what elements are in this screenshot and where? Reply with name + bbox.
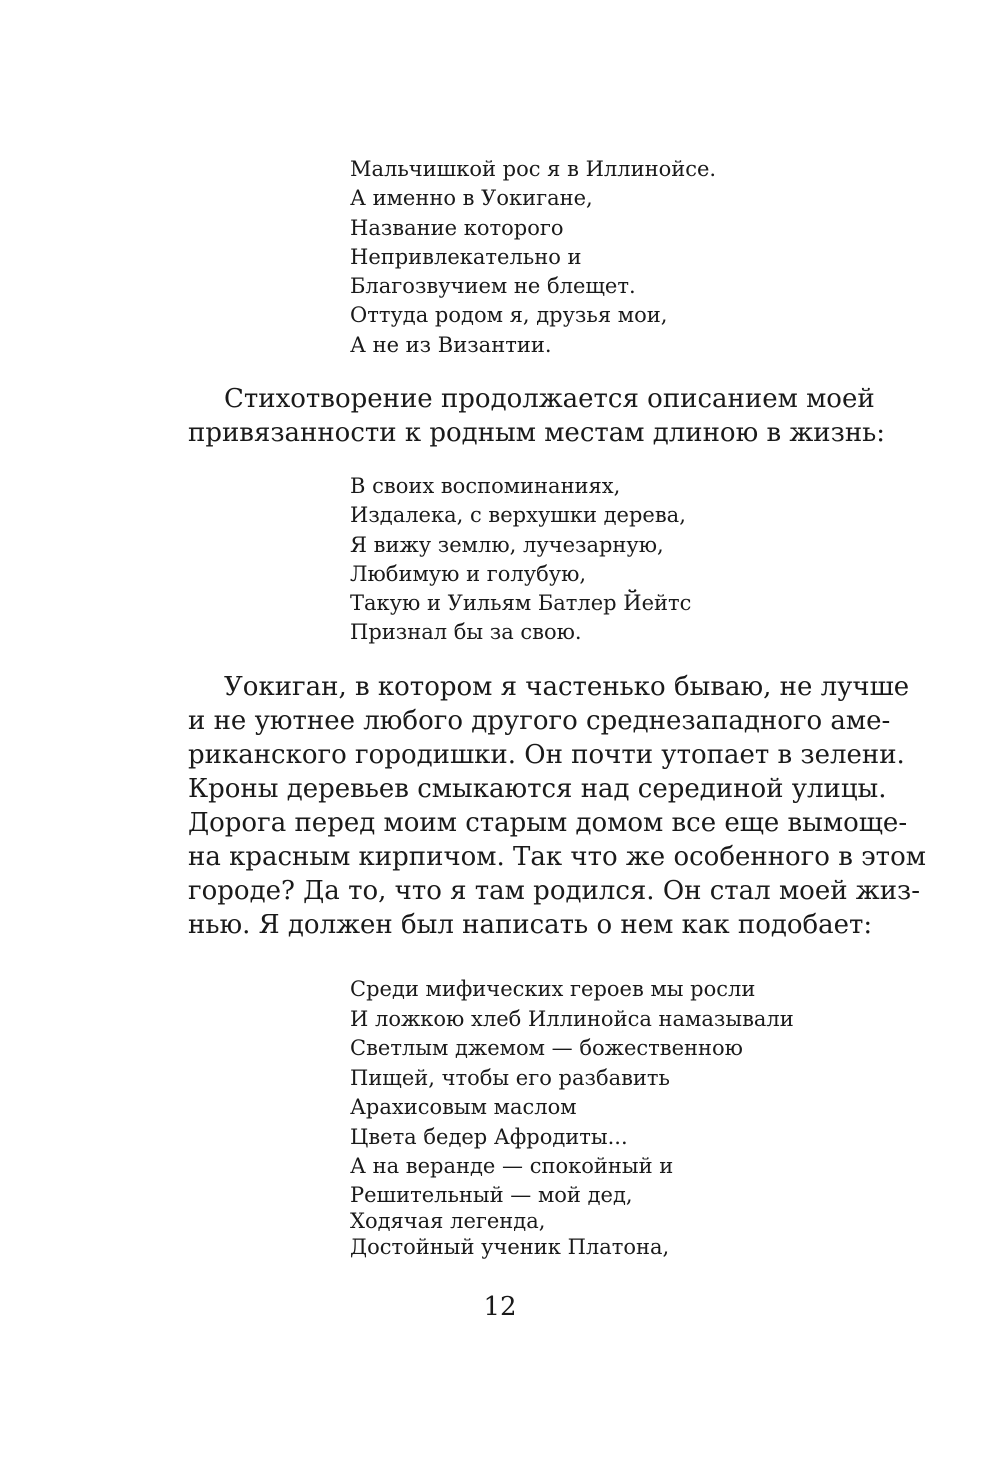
verse-stanza-2 [350,472,691,648]
prose-paragraph-1 [188,382,886,450]
verse-line: Мальчишкой рос я в Иллинойсе. [350,157,717,181]
verse-line: Признал бы за свою. [350,620,582,645]
prose-line: привязанности к родным местам длиною в жизнь: [188,418,886,448]
verse-line: Издалека, с верхушки дерева, [350,503,686,528]
verse-line: Я вижу землю, лучезарную, [350,532,664,557]
prose-line: и не уютнее любого другого среднезападного аме- [188,706,891,736]
verse-line: Такую и Уильям Батлер Йейтс [350,591,692,616]
prose-line: на красным кирпичом. Так что же особенного в этом [188,842,926,872]
verse-line: Оттуда родом я, друзья мои, [350,303,668,328]
verse-line: Благозвучием не блещет. [350,274,636,299]
verse-line: Название которого [350,215,564,240]
prose-line: Дорога перед моим старым домом все еще вымоще- [188,808,908,838]
verse-line: А на веранде — спокойный и [350,1154,674,1178]
verse-line: Пищей, чтобы его разбавить [350,1065,670,1090]
verse-line: И ложкою хлеб Иллинойса намазывали [350,1006,794,1031]
verse-line: Арахисовым маслом [350,1095,577,1119]
verse-stanza-1 [350,155,716,360]
verse-line: Цвета бедер Афродиты... [350,1124,628,1149]
prose-line: Уокиган, в котором я частенько бываю, не лучше [224,672,910,702]
prose-line: Кроны деревьев смыкаются над серединой улицы. [188,774,887,804]
prose-line: риканского городишки. Он почти утопает в зелени. [188,740,905,770]
verse-line: Светлым джемом — божественною [350,1036,743,1060]
prose-line: городе? Да то, что я там родился. Он стал моей жиз- [188,876,921,906]
prose-line: Стихотворение продолжается описанием моей [224,384,875,414]
verse-line: Достойный ученик Платона, [350,1234,670,1259]
verse-line: Непривлекательно и [350,244,582,269]
verse-stanza-3 [350,975,794,1260]
verse-line: Решительный — мой дед, [350,1182,633,1207]
verse-line: Любимую и голубую, [350,561,587,586]
verse-line: Ходячая легенда, [350,1208,546,1233]
verse-line: В своих воспоминаниях, [350,474,621,498]
prose-line: нью. Я должен был написать о нем как подобает: [188,910,873,940]
verse-line: Среди мифических героев мы росли [350,977,756,1001]
verse-line: А именно в Уокигане, [350,186,593,211]
prose-paragraph-2 [188,670,926,942]
verse-line: А не из Византии. [350,332,552,357]
page-number: 12 [483,1292,517,1322]
